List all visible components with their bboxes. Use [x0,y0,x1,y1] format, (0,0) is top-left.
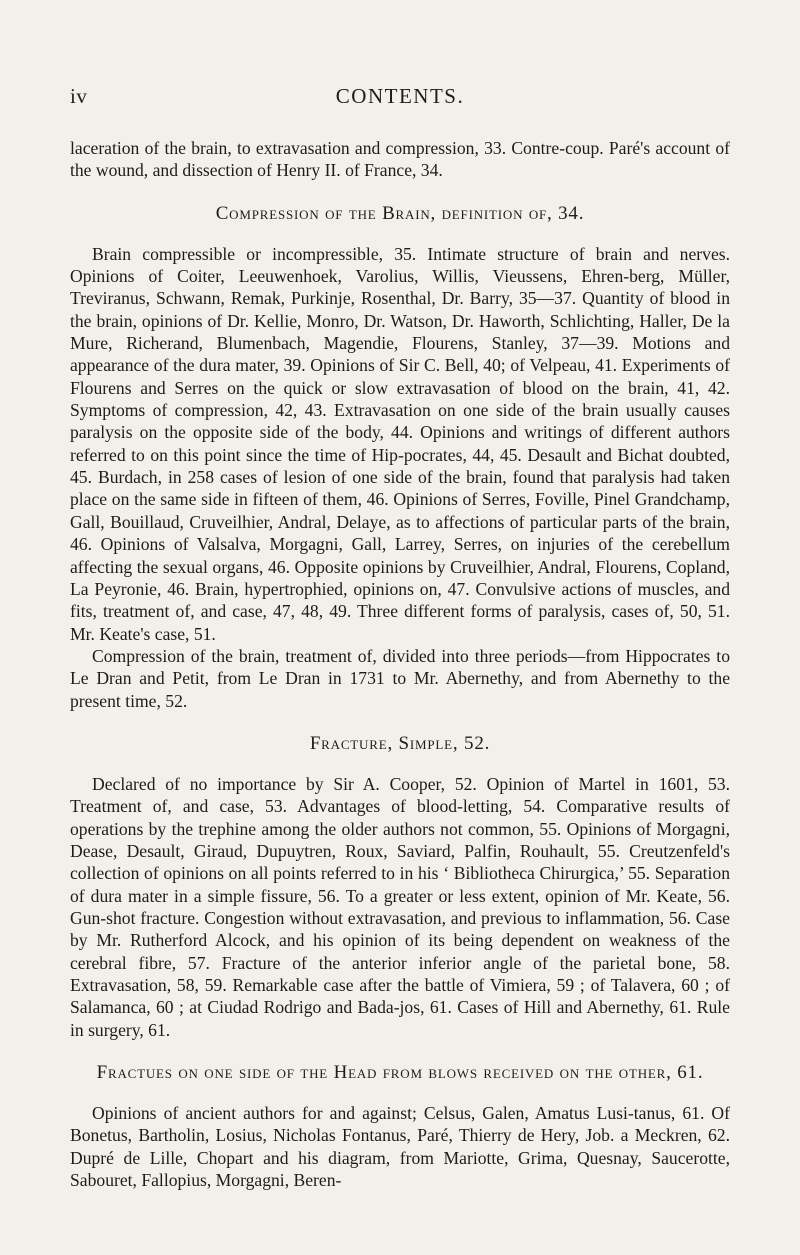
paragraph-compression-opinions: Brain compressible or incompressible, 35. Intimate structure of brain and nerves. Opinions of Coiter, Leeuwenhoek, Varolius, Willis, Vieussens, Ehren-berg, Müller, Treviranus, Schwann, Remak, Purkinje, Rosenthal, Dr. Barry, 35—37. Quantity of blood in the brain, opinions of Dr. Kellie, Monro, Dr. Watson, Dr. Haworth, Schlichting, Haller, De la Mure, Richerand, Blumenbach, Magendie, Flourens, Stanley, 37—39. Motions and appearance of the dura mater, 39. Opinions of Sir C. Bell, 40; of Velpeau, 41. Experiments of Flourens and Serres on the quick or slow extravasation of blood on the brain, 41, 42. Symptoms of compression, 42, 43. Extravasation on one side of the brain usually causes paralysis on the opposite side of the body, 44. Opinions and writings of different authors referred to on this point since the time of Hip-pocrates, 44, 45. Desault and Bichat doubted, 45. Burdach, in 258 cases of lesion of one side of the brain, found that paralysis had taken place on the same side in fifteen of them, 46. Opinions of Serres, Foville, Pinel Grandchamp, Gall, Bouillaud, Cruveilhier, Andral, Delaye, as to affections of particular parts of the brain, 46. Opinions of Valsalva, Morgagni, Gall, Larrey, Serres, on injuries of the cerebellum affecting the sexual organs, 46. Opposite opinions by Cruveilhier, Andral, Flourens, Copland, La Peyronie, 46. Brain, hypertrophied, opinions on, 47. Convulsive actions of muscles, and fits, treatment of, and case, 47, 48, 49. Three different forms of paralysis, cases of, 50, 51. Mr. Keate's case, 51. [70,243,730,644]
continued-paragraph: laceration of the brain, to extravasation and compression, 33. Contre-coup. Paré's account of the wound, and dissection of Henry II. of France, 34. [70,138,730,181]
section-heading-fracture-simple: Fracture, Simple, 52. [309,732,491,754]
page-content [70,137,730,1191]
page-number: iv [70,84,88,108]
paragraph-fracture-simple: Declared of no importance by Sir A. Cooper, 52. Opinion of Martel in 1601, 53. Treatment of, and case, 53. Advantages of blood-letting, 54. Comparative results of operations by the trephine among the older authors not common, 55. Opinions of Morgagni, Dease, Desault, Giraud, Dupuytren, Roux, Saviard, Palfin, Rouhault, 55. Creutzenfeld's collection of opinions on all points referred to in his ‘ Bibliotheca Chirurgica,’ 55. Separation of dura mater in a simple fissure, 56. To a greater or less extent, opinion of Mr. Keate, 56. Gun-shot fracture. Congestion without extravasation, and previous to inflammation, 56. Case by Mr. Rutherford Alcock, and his opinion of its being dependent on weakness of the cerebral fibre, 57. Fracture of the anterior inferior angle of the parietal bone, 58. Extravasation, 58, 59. Remarkable case after the battle of Vimiera, 59 ; of Talavera, 60 ; of Salamanca, 60 ; at Ciudad Rodrigo and Bada-jos, 61. Cases of Hill and Abernethy, 61. Rule in surgery, 61. [70,773,730,1040]
running-title: CONTENTS. [335,84,465,108]
section-heading-compression: Compression of the Brain, definition of, 34. [215,202,585,224]
section-heading-contre-coup: Fractues on one side of the Head from blows received on the other, 61. [96,1062,704,1084]
paragraph-ancient-authors: Opinions of ancient authors for and against; Celsus, Galen, Amatus Lusi-tanus, 61. Of Bonetus, Bartholin, Losius, Nicholas Fontanus, Paré, Thierry de Hery, Job. a Meckren, 62. Dupré de Lille, Chopart and his diagram, from Mariotte, Grima, Quesnay, Saucerotte, Sabouret, Fallopius, Morgagni, Beren- [70,1103,730,1191]
paragraph-compression-treatment: Compression of the brain, treatment of, divided into three periods—from Hippocrates to Le Dran and Petit, from Le Dran in 1731 to Mr. Abernethy, and from Abernethy to the present time, 52. [70,645,730,711]
page-header [70,84,730,114]
